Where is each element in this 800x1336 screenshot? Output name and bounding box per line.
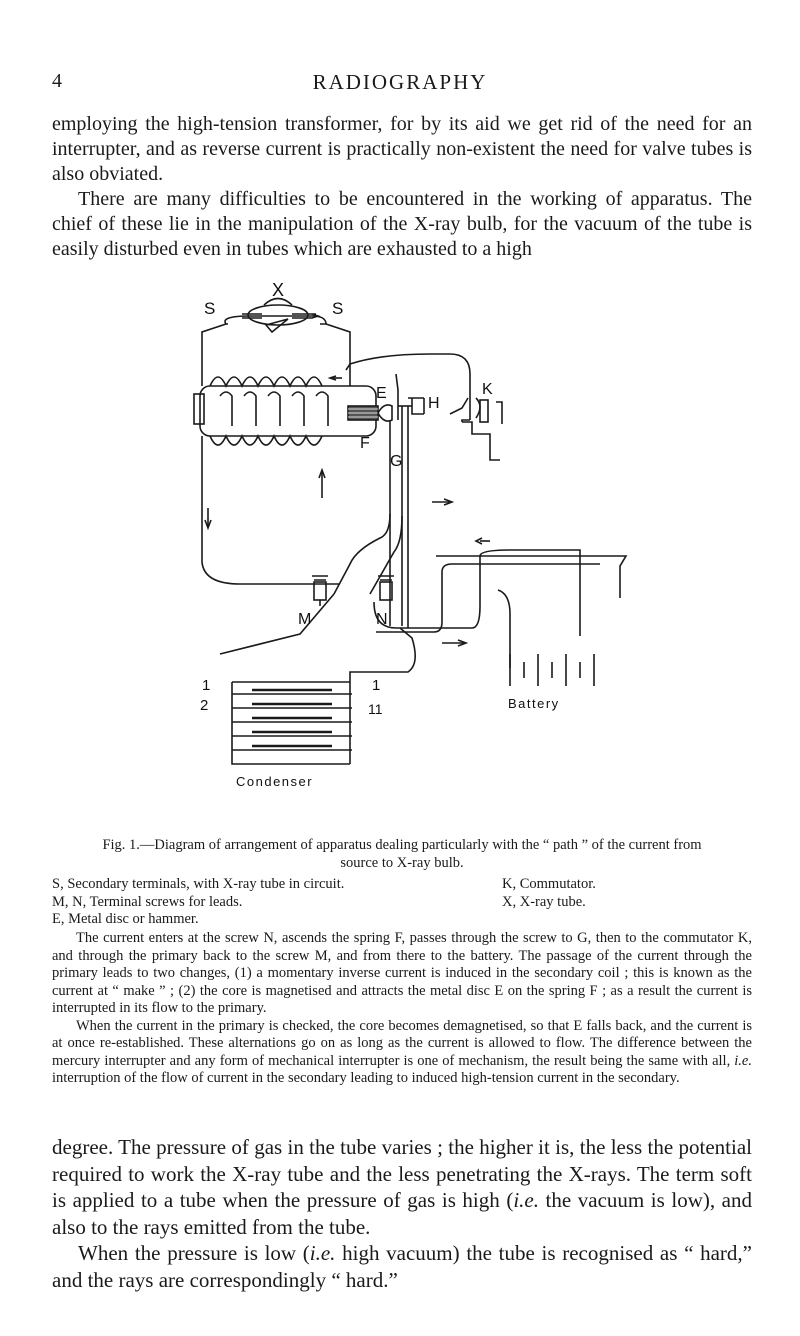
label-s-left: S: [204, 299, 216, 318]
label-x: X: [271, 280, 285, 300]
figure-legend: [52, 876, 752, 929]
label-s-right: S: [332, 299, 344, 318]
apparatus-diagram: [180, 280, 660, 834]
terminal-m: [312, 576, 328, 606]
explanation-paragraph: When the current in the primary is checked, the core becomes demagnetised, so that E falls back, and the current is at once re-established. These alternations go on as long as the current is allowed to flow. The difference between the mercury interrupter and any form of mechanical interrupter is one of mechanism, the result being the same with all, i.e. interruption of the flow of current in the secondary leading to induced high-tension current in the secondary.: [52, 1017, 752, 1086]
paragraph: degree. The pressure of gas in the tube varies ; the higher it is, the less the potential required to work the X-ray tube and the less penetrating the X-rays. The term soft is applied to a tube when the pressure of gas is high (i.e. the vacuum is low), and also to the rays emitted from the tube.: [52, 1135, 752, 1239]
paragraph: When the pressure is low (i.e. high vacuum) the tube is recognised as “ hard,” and the rays are correspondingly “ hard.”: [52, 1241, 752, 1292]
legend-row: [52, 894, 752, 912]
paragraph: There are many difficulties to be encountered in the working of apparatus. The chief of these lie in the manipulation of the X-ray bulb, for the vacuum of the tube is easily disturbed even in tubes which are exhausted to a high: [52, 188, 752, 260]
figure-explanation: [52, 930, 752, 1088]
commutator: [450, 398, 502, 460]
label-condenser: Condenser: [236, 774, 314, 789]
body-text-top: [52, 112, 752, 262]
label-two-left: 2: [200, 697, 209, 714]
label-m: M: [298, 611, 312, 628]
explanation-paragraph: The current enters at the screw N, ascends the spring F, passes through the screw to G, then to the commutator K, and through the primary back to the screw M, and from there to the battery. The passage of the current through the primary leads to two changes, (1) a momentary inverse current is induced in the secondary coil ; this is known as the current at “ make ” ; (2) the core is magnetised and attracts the metal disc E on the spring F ; as a result the current is interrupted in its flow to the primary.: [52, 930, 752, 1016]
legend-x: X, X-ray tube.: [502, 893, 586, 910]
label-n: N: [376, 611, 388, 628]
induction-coil: [194, 377, 378, 445]
condenser: [232, 682, 352, 764]
label-f: F: [360, 435, 370, 452]
legend-mn: M, N, Terminal screws for leads.: [52, 893, 243, 910]
running-head: RADIOGRAPHY: [312, 70, 488, 94]
label-two-right: 11: [368, 701, 383, 717]
label-g: G: [390, 453, 403, 470]
label-h: H: [428, 395, 440, 412]
legend-s: S, Secondary terminals, with X-ray tube in circuit.: [52, 876, 345, 892]
legend-k: K, Commutator.: [502, 876, 596, 892]
terminal-n: [378, 576, 394, 600]
label-one-right: 1: [372, 677, 381, 694]
figure-caption: Fig. 1.—Diagram of arrangement of apparatus dealing particularly with the “ path ” of the current from source to X-ray bulb.: [102, 837, 702, 871]
label-one-left: 1: [202, 677, 211, 694]
label-k: K: [482, 381, 493, 398]
label-battery: Battery: [508, 696, 560, 711]
legend-row: [52, 876, 752, 894]
legend-e: E, Metal disc or hammer.: [52, 911, 199, 927]
x-ray-tube: [225, 299, 326, 333]
battery: [510, 654, 594, 686]
page-header: [0, 70, 800, 94]
label-e: E: [376, 385, 387, 402]
body-text-bottom: [52, 1134, 752, 1293]
paragraph: employing the high-tension transformer, for by its aid we get rid of the need for an interrupter, and as reverse current is practically non-existent the need for valve tubes is also obviated.: [52, 113, 752, 185]
page-number: 4: [52, 70, 62, 92]
